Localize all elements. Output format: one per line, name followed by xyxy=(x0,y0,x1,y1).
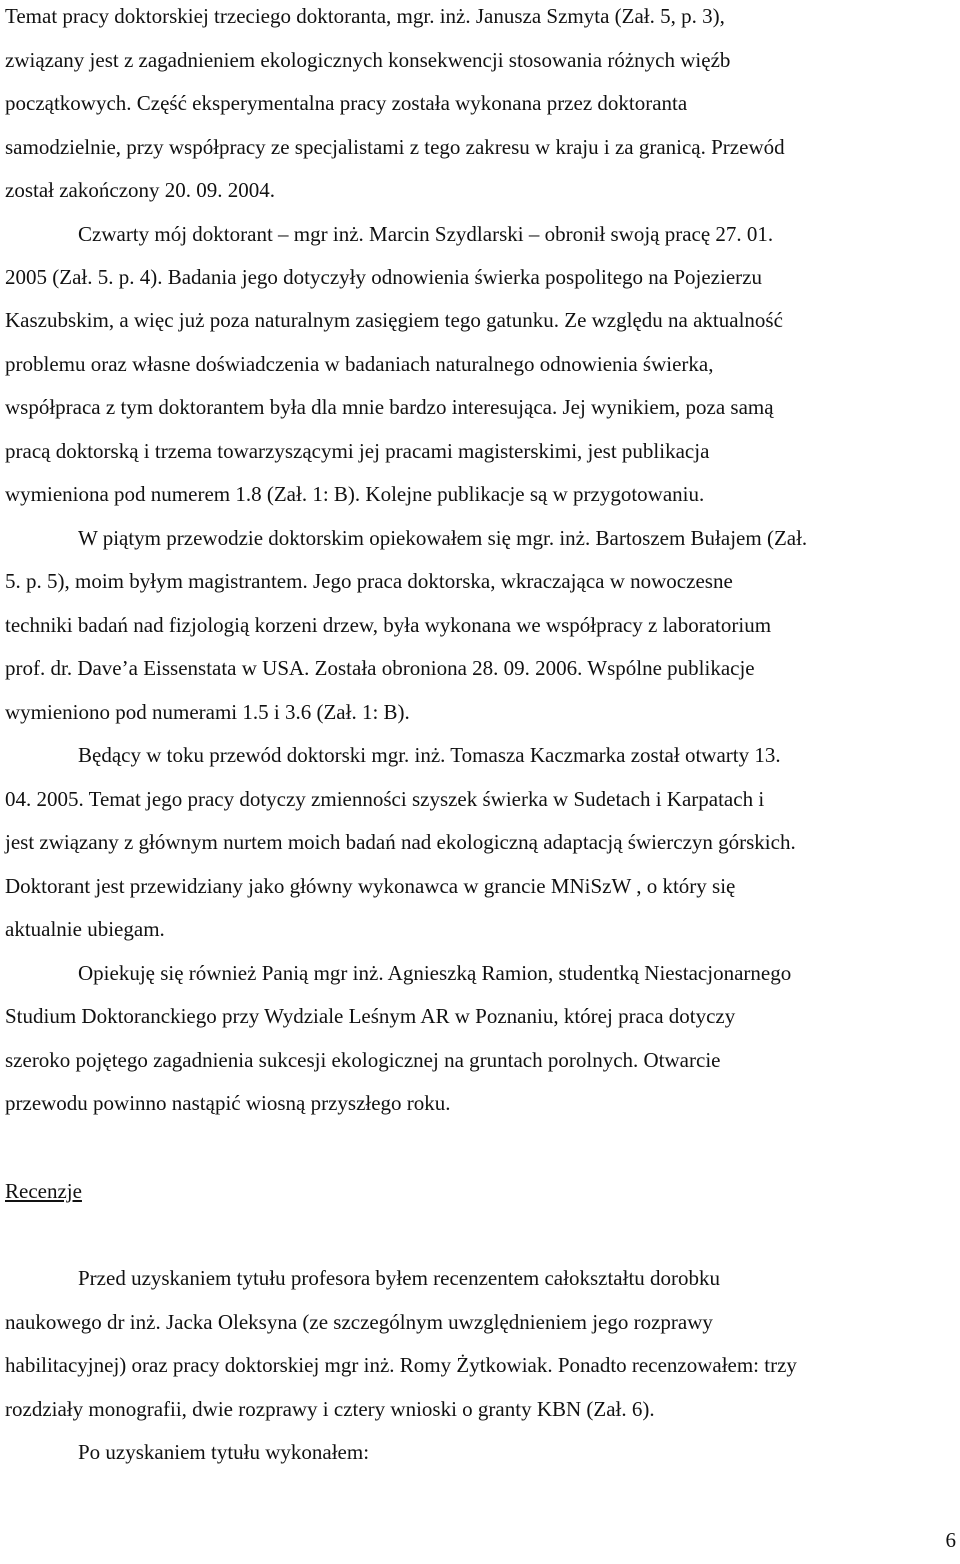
section-heading-recenzje: Recenzje xyxy=(5,1179,82,1203)
text-line: Doktorant jest przewidziany jako główny wykonawca w grancie MNiSzW , o który się xyxy=(5,874,736,898)
text-line: Czwarty mój doktorant – mgr inż. Marcin Szydlarski – obronił swoją pracę 27. 01. xyxy=(78,222,774,246)
text-line: problemu oraz własne doświadczenia w badaniach naturalnego odnowienia świerka, xyxy=(5,352,714,376)
text-line: Opiekuję się również Panią mgr inż. Agnieszką Ramion, studentką Niestacjonarnego xyxy=(78,961,792,985)
text-line: szeroko pojętego zagadnienia sukcesji ekologicznej na gruntach porolnych. Otwarcie xyxy=(5,1048,721,1072)
text-line: rozdziały monografii, dwie rozprawy i cztery wnioski o granty KBN (Zał. 6). xyxy=(5,1397,655,1421)
text-line: początkowych. Część eksperymentalna pracy została wykonana przez doktoranta xyxy=(5,91,688,115)
text-line: W piątym przewodzie doktorskim opiekowałem się mgr. inż. Bartoszem Bułajem (Zał. xyxy=(78,526,808,550)
text-line: jest związany z głównym nurtem moich badań nad ekologiczną adaptacją świerczyn górskich. xyxy=(5,830,796,854)
text-line: aktualnie ubiegam. xyxy=(5,917,165,941)
page-number: 6 xyxy=(945,1528,956,1552)
text-line: prof. dr. Dave’a Eissenstata w USA. Została obroniona 28. 09. 2006. Wspólne publikacje xyxy=(5,656,755,680)
text-line: 2005 (Zał. 5. p. 4). Badania jego dotyczyły odnowienia świerka pospolitego na Pojezierzu xyxy=(5,265,762,289)
text-line: Będący w toku przewód doktorski mgr. inż. Tomasza Kaczmarka został otwarty 13. xyxy=(78,743,781,767)
text-line: naukowego dr inż. Jacka Oleksyna (ze szczególnym uwzględnieniem jego rozprawy xyxy=(5,1310,713,1334)
text-line: związany jest z zagadnieniem ekologicznych konsekwencji stosowania różnych więźb xyxy=(5,48,731,72)
text-line: został zakończony 20. 09. 2004. xyxy=(5,178,276,202)
text-line: Przed uzyskaniem tytułu profesora byłem recenzentem całokształtu dorobku xyxy=(78,1266,721,1290)
text-line: przewodu powinno nastąpić wiosną przyszłego roku. xyxy=(5,1091,451,1115)
text-line: współpraca z tym doktorantem była dla mnie bardzo interesująca. Jej wynikiem, poza samą xyxy=(5,395,774,419)
text-line: wymieniona pod numerem 1.8 (Zał. 1: B). Kolejne publikacje są w przygotowaniu. xyxy=(5,482,705,506)
text-line: samodzielnie, przy współpracy ze specjalistami z tego zakresu w kraju i za granicą. Przewód xyxy=(5,135,785,159)
text-line: Temat pracy doktorskiej trzeciego doktoranta, mgr. inż. Janusza Szmyta (Zał. 5, p. 3), xyxy=(5,4,725,28)
text-line: wymieniono pod numerami 1.5 i 3.6 (Zał. 1: B). xyxy=(5,700,410,724)
text-line: 5. p. 5), moim byłym magistrantem. Jego praca doktorska, wkraczająca w nowoczesne xyxy=(5,569,733,593)
text-line: Studium Doktoranckiego przy Wydziale Leśnym AR w Poznaniu, której praca dotyczy xyxy=(5,1004,736,1028)
text-line: 04. 2005. Temat jego pracy dotyczy zmienności szyszek świerka w Sudetach i Karpatach i xyxy=(5,787,765,811)
text-line: habilitacyjnej) oraz pracy doktorskiej mgr inż. Romy Żytkowiak. Ponadto recenzowałem: trzy xyxy=(5,1353,797,1377)
text-line: techniki badań nad fizjologią korzeni drzew, była wykonana we współpracy z laboratorium xyxy=(5,613,772,637)
text-line: pracą doktorską i trzema towarzyszącymi jej pracami magisterskimi, jest publikacja xyxy=(5,439,710,463)
text-line: Kaszubskim, a więc już poza naturalnym zasięgiem tego gatunku. Ze względu na aktualność xyxy=(5,308,783,332)
text-line: Po uzyskaniem tytułu wykonałem: xyxy=(78,1440,370,1464)
